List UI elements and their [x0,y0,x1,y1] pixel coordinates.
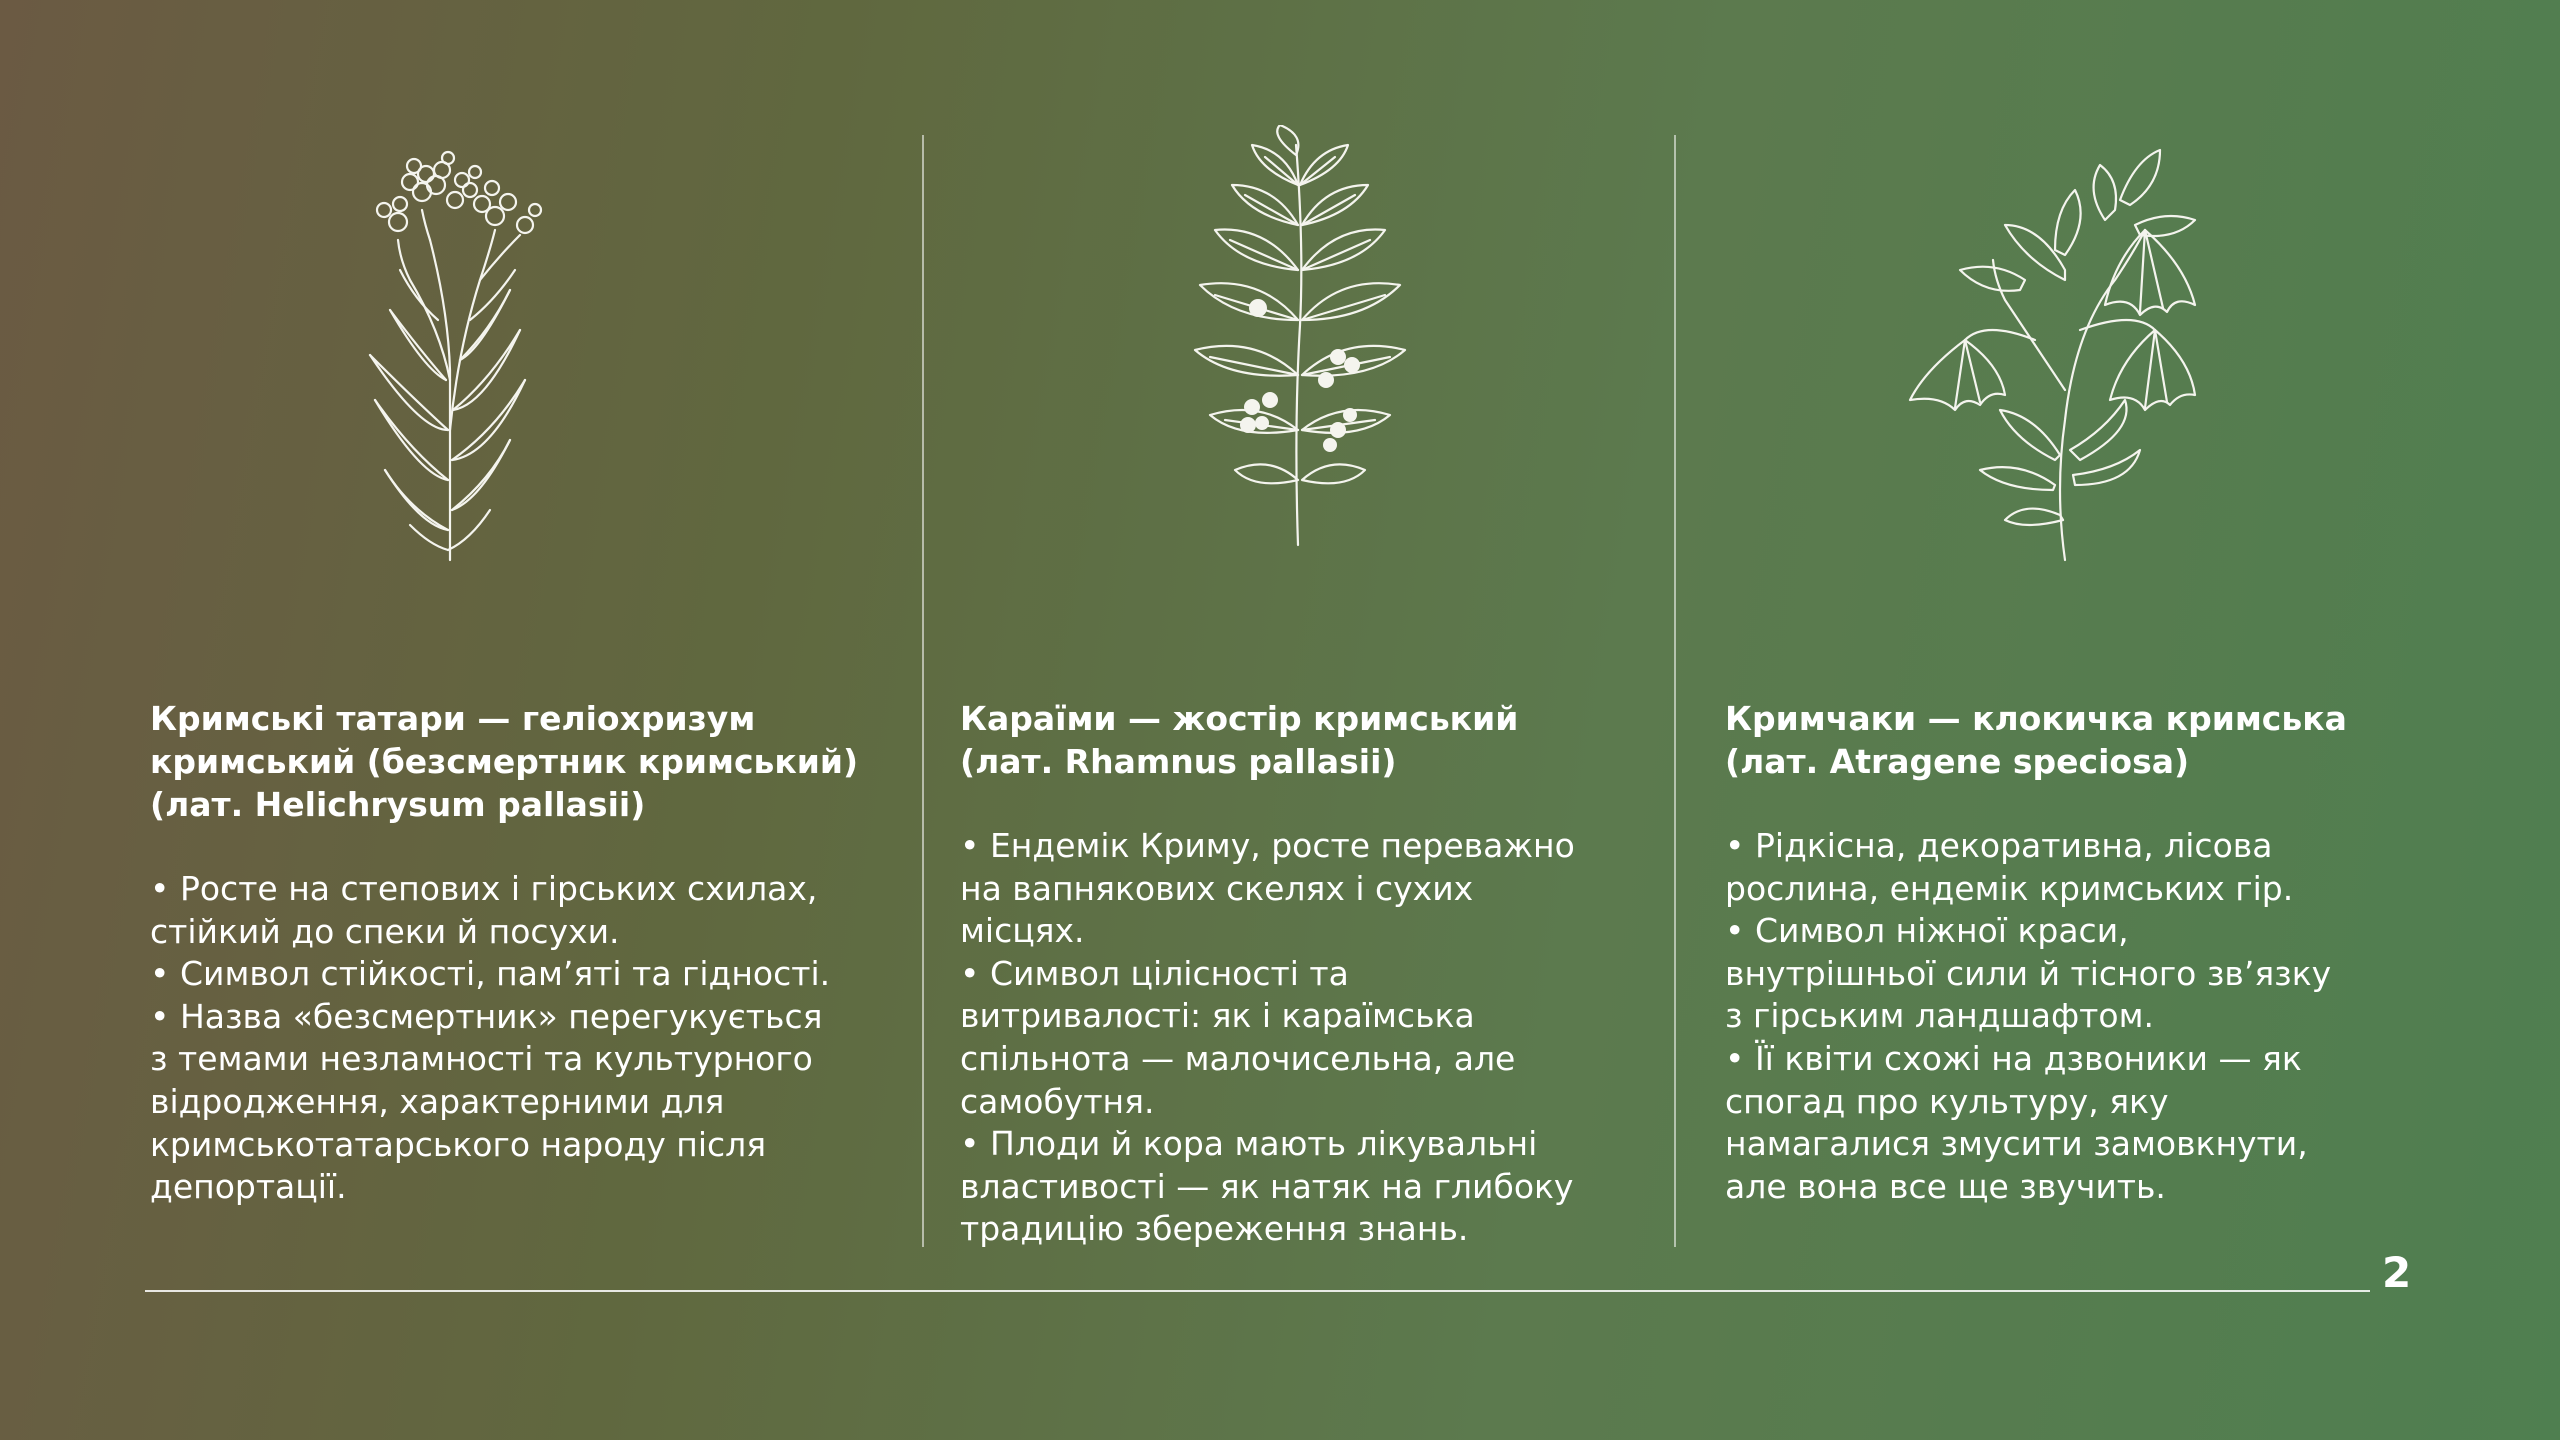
body-line: • Її квіти схожі на дзвоники — як [1725,1038,2302,1078]
body-line: • Символ цілісності та [960,953,1349,993]
body-line: властивості — як натяк на глибоку [960,1166,1574,1206]
body-line: намагалися змусити замовкнути, [1725,1124,2308,1164]
footer-divider [145,1290,2370,1292]
column-1-title [150,697,858,826]
body-line: • Символ ніжної краси, [1725,911,2129,951]
body-line: традицію збереження знань. [960,1209,1469,1249]
body-line: спогад про культуру, яку [1725,1081,2169,1121]
body-line: на вапнякових скелях і сухих [960,868,1474,908]
immortelle-plant-icon [330,130,570,570]
column-divider-2 [1674,135,1676,1247]
title-line: (лат. Atragene speciosa) [1725,742,2190,781]
column-2-body [960,825,1575,1251]
body-line: самобутня. [960,1081,1155,1121]
title-line: (лат. Rhamnus pallasii) [960,742,1397,781]
body-line: кримськотатарського народу після [150,1124,767,1164]
page-number: 2 [2382,1248,2412,1297]
body-line: • Символ стійкості, пам’яті та гідності. [150,954,831,994]
body-line: стійкий до спеки й посухи. [150,911,620,951]
body-line: внутрішньої сили й тісного зв’язку [1725,953,2332,993]
clematis-bell-flower-icon [1905,130,2225,570]
column-1-body [150,868,830,1209]
body-line: • Рідкісна, декоративна, лісова [1725,826,2273,865]
title-line: кримський (безсмертник кримський) [150,742,859,781]
body-line: депортації. [150,1167,347,1207]
body-line: місцях. [960,911,1085,951]
body-line: з темами незламності та культурного [150,1039,813,1079]
title-line: Караїми — жостір кримський [960,699,1519,738]
body-line: спільнота — малочисельна, але [960,1038,1516,1078]
body-line: витривалості: як і караїмська [960,996,1475,1036]
buckthorn-branch-icon [1170,125,1430,555]
body-line: • Ендемік Криму, росте переважно [960,826,1575,865]
column-3-body [1725,825,2331,1208]
column-2-title [960,697,1518,783]
body-line: відродження, характерними для [150,1081,725,1121]
title-line: Кримчаки — клокичка кримська [1725,699,2347,738]
body-line: • Росте на степових і гірських схилах, [150,869,818,908]
body-line: рослина, ендемік кримських гір. [1725,868,2294,908]
title-line: Кримські татари — геліохризум [150,699,756,738]
body-line: але вона все ще звучить. [1725,1166,2166,1206]
body-line: • Плоди й кора мають лікувальні [960,1124,1538,1164]
column-3-title [1725,697,2347,783]
column-divider-1 [922,135,924,1247]
body-line: з гірським ландшафтом. [1725,996,2154,1036]
title-line: (лат. Helichrysum pallasii) [150,785,646,824]
body-line: • Назва «безсмертник» перегукується [150,996,823,1036]
